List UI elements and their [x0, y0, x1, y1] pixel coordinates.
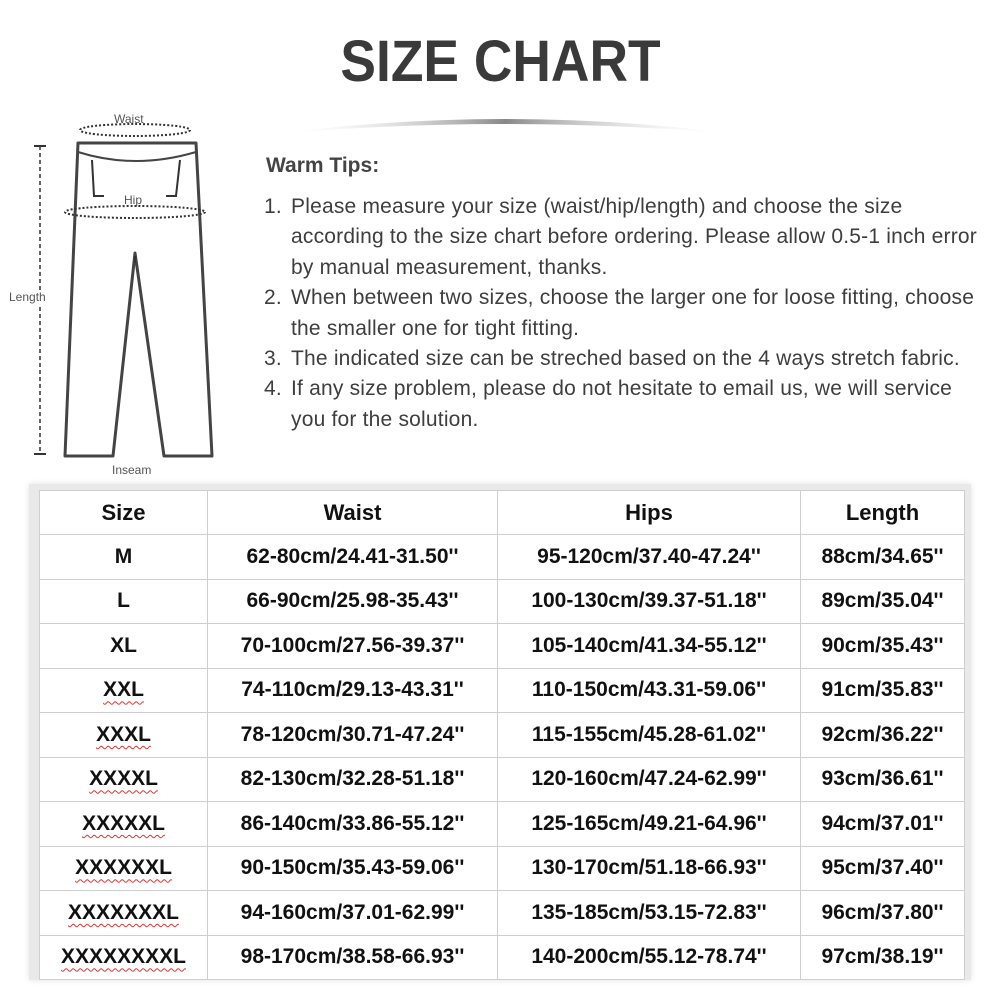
length-cell: 96cm/37.80'' [801, 891, 965, 936]
size-cell: XXXXXL [40, 802, 208, 847]
length-label: Length [9, 290, 46, 304]
size-cell: L [40, 579, 208, 624]
tip-item: 1. Please measure your size (waist/hip/length) and choose the size according to the size chart before ordering. Please allow 0.5-1 inch error by manual measurement, thanks. [264, 195, 977, 279]
hips-cell: 110-150cm/43.31-59.06'' [498, 668, 801, 713]
tip-item: 2. When between two sizes, choose the larger one for loose fitting, choose the smaller one for tight fitting. [264, 286, 975, 340]
table-header-row [40, 491, 965, 535]
inseam-label: Inseam [112, 463, 152, 477]
waist-label: Waist [114, 112, 144, 126]
waist-cell: 62-80cm/24.41-31.50'' [208, 535, 498, 580]
waist-cell: 98-170cm/38.58-66.93'' [208, 935, 498, 980]
table-row [40, 579, 965, 624]
size-cell: XXL [40, 668, 208, 713]
tip-item: 4. If any size problem, please do not hesitate to email us, we will service you for the solution. [264, 377, 953, 431]
size-table [39, 490, 965, 980]
waist-cell: 74-110cm/29.13-43.31'' [208, 668, 498, 713]
hips-cell: 105-140cm/41.34-55.12'' [498, 624, 801, 669]
hips-cell: 125-165cm/49.21-64.96'' [498, 802, 801, 847]
header-length: Length [801, 491, 965, 535]
size-cell: XXXL [40, 713, 208, 758]
waist-cell: 86-140cm/33.86-55.12'' [208, 802, 498, 847]
decorative-arc [270, 108, 740, 148]
header-area [0, 0, 1001, 484]
table-row [40, 802, 965, 847]
size-table-panel [29, 484, 971, 980]
length-cell: 88cm/34.65'' [801, 535, 965, 580]
table-row [40, 668, 965, 713]
waist-cell: 94-160cm/37.01-62.99'' [208, 891, 498, 936]
hips-cell: 140-200cm/55.12-78.74'' [498, 935, 801, 980]
header-waist: Waist [208, 491, 498, 535]
length-cell: 92cm/36.22'' [801, 713, 965, 758]
page-title: SIZE CHART [340, 29, 661, 94]
size-cell: XXXXXXXXL [40, 935, 208, 980]
length-cell: 89cm/35.04'' [801, 579, 965, 624]
size-cell: XXXXXXXL [40, 891, 208, 936]
length-cell: 90cm/35.43'' [801, 624, 965, 669]
size-cell: XXXXXXL [40, 846, 208, 891]
waist-cell: 78-120cm/30.71-47.24'' [208, 713, 498, 758]
table-row [40, 891, 965, 936]
hips-cell: 120-160cm/47.24-62.99'' [498, 757, 801, 802]
waist-cell: 70-100cm/27.56-39.37'' [208, 624, 498, 669]
length-cell: 94cm/37.01'' [801, 802, 965, 847]
pants-outline [65, 143, 212, 456]
header-size: Size [40, 491, 208, 535]
length-cell: 93cm/36.61'' [801, 757, 965, 802]
table-row [40, 935, 965, 980]
length-cell: 91cm/35.83'' [801, 668, 965, 713]
hips-cell: 115-155cm/45.28-61.02'' [498, 713, 801, 758]
tips-heading: Warm Tips: [266, 154, 380, 177]
size-cell: XXXXL [40, 757, 208, 802]
tips-list [264, 192, 984, 435]
waist-cell: 90-150cm/35.43-59.06'' [208, 846, 498, 891]
table-row [40, 713, 965, 758]
header-hips: Hips [498, 491, 801, 535]
waist-cell: 66-90cm/25.98-35.43'' [208, 579, 498, 624]
length-cell: 95cm/37.40'' [801, 846, 965, 891]
hips-cell: 95-120cm/37.40-47.24'' [498, 535, 801, 580]
size-cell: M [40, 535, 208, 580]
size-cell: XL [40, 624, 208, 669]
table-row [40, 624, 965, 669]
hips-cell: 100-130cm/39.37-51.18'' [498, 579, 801, 624]
hips-cell: 135-185cm/53.15-72.83'' [498, 891, 801, 936]
hips-cell: 130-170cm/51.18-66.93'' [498, 846, 801, 891]
waist-cell: 82-130cm/32.28-51.18'' [208, 757, 498, 802]
table-row [40, 757, 965, 802]
table-row [40, 535, 965, 580]
hip-label: Hip [124, 193, 143, 207]
tip-item: 3. The indicated size can be streched based on the 4 ways stretch fabric. [264, 347, 960, 371]
pants-diagram [0, 108, 250, 480]
table-row [40, 846, 965, 891]
length-cell: 97cm/38.19'' [801, 935, 965, 980]
